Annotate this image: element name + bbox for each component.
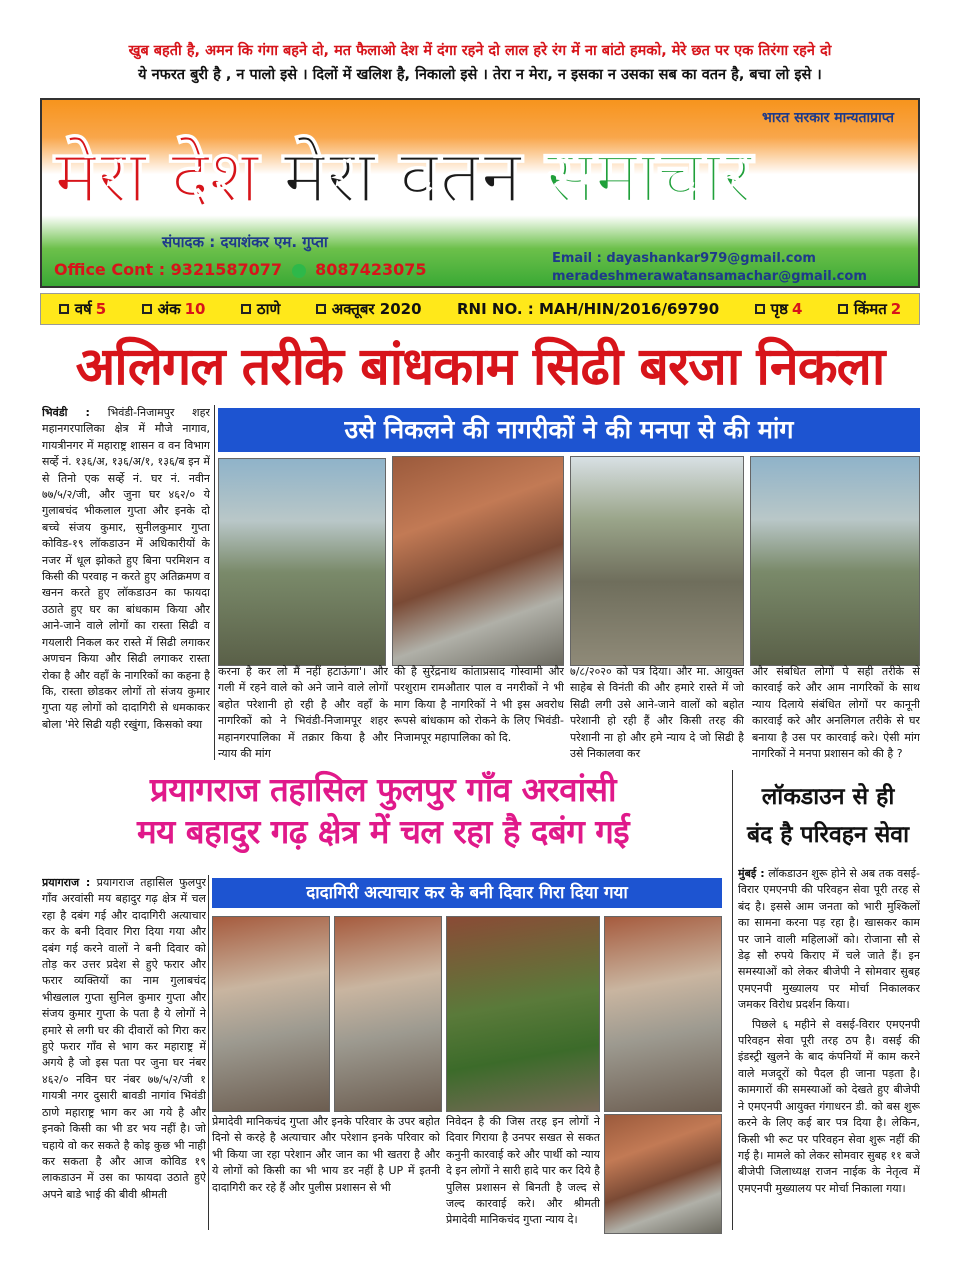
- story2-col1-text: प्रयागराज तहासिल फुलपुर गाँव अरवांसी मय बहादुर गढ़ क्षेत्र में चल रहा है दबंग गई और दादागिरी अत्याचार कर के बनी दिवार गिरा दिया गया और दबंग गई करने वालों ने बनी दिवार को तोड़ कर उत्तर प्रदेश से हुऐ फरार और फरार व्यक्तियों का नाम गुलाबचंद भीखलाल गुप्ता सुनिल कुमार गुप्ता और संजय कुमार गुप्ता के पता है ये लोगों ने हमारे से लगी घर की दीवारों को गिरा कर हुऐ फरार गाँव से भाग कर महाराष्ट्र में अगये है जो इस पता पर जुना घर नंबर ४६२/० नविन घर नंबर ७७/५/२/जी १ गायत्री नगर दुसारी बावडी नागांव भिवंडी ठाणे महाराष्ट्र भाग कर आ गये है और इनको किसी का भी डर भय नहीं है। जो चहाये वो कर सकते है कोइ कुछ भी नाही कर सकता है और आज कोविड १९ लाकडाउन में उस का फायदा उठाते हुऐ अपने बाडे भाई की बीवी श्रीमती: [42, 876, 206, 1201]
- city: ठाणे: [256, 300, 281, 318]
- issue-label: अंक: [157, 300, 181, 318]
- date-year: 2020: [379, 300, 422, 318]
- email-2: meradeshmerawatansamachar@gmail.com: [552, 269, 867, 284]
- recognition-text: भारत सरकार मान्यताप्राप्त: [762, 110, 894, 126]
- issue-info-bar: [40, 293, 920, 325]
- phone-2: 8087423075: [315, 260, 427, 279]
- story3-dateline: मुंबई :: [738, 867, 765, 880]
- checkbox-icon: [59, 304, 69, 314]
- title-part-3: समाचार: [545, 134, 752, 220]
- story3-para-1: लॉकडाउन शुरू होने से अब तक वसई-विरार एमएनपी की परिवहन सेवा पूरी तरह से बंद है। इससे आम जनता को भारी मुश्किलों का सामना करना पड़ रहा है। खासकर काम पर जाने वाली महिलाओं को। रोजाना सौ से डेढ़ सौ रुपये किराए में चले जाते हैं। इन समस्याओं को लेकर बीजेपी ने सोमवार सुबह एमएनपी मुख्यालय पर मोर्चा निकालकर जमकर विरोध प्रदर्शन किया।: [738, 867, 920, 1012]
- story1-photo-lane: [750, 456, 920, 666]
- info-rni: [457, 300, 719, 318]
- checkbox-icon: [316, 304, 326, 314]
- slogan-line-1: खुब बहती है, अमन कि गंगा बहने दो, मत फैलाओ देश में दंगा रहने दो लाल हरे रंग में ना बांटो हमको, मेरे छत पर एक तिरंगा रहने दो: [128, 43, 832, 59]
- info-date: [316, 299, 422, 319]
- column-divider: [214, 405, 215, 760]
- story2-headline-line-1: प्रयागराज तहासिल फुलपुर गाँव अरवांसी: [149, 770, 617, 809]
- column-divider: [208, 875, 209, 1230]
- story3-para-2: पिछले ६ महीने से वसई-विरार एमएनपी परिवहन सेवा पूरी तरह ठप है। वसई की इंडस्ट्री खुलने के बाद कंपनियों में काम करने वाले मजदूरों को पैदल ही जाना पड़ता है। कामगारों की समस्याओं को देखते हुए बीजेपी ने एमएनपी आयुक्त गंगाधरन डी. को बस शुरू करने के लिए कई बार पत्र दिया है। लेकिन, किसी भी रूट पर परिवहन सेवा शुरू नहीं की गई है। मामले को लेकर सोमवार सुबह ११ बजे बीजेपी जिलाध्यक्ष राजन नाईक के नेतृत्व में एमएनपी मुख्यालय पर मोर्चा निकाला गया।: [738, 1017, 920, 1195]
- story1-headline: अलिगल तरीके बांधकाम सिढी बरजा निकला: [75, 337, 885, 397]
- office-contact: [54, 260, 426, 279]
- office-label: Office Cont :: [54, 260, 166, 279]
- price-label: किंमत: [853, 300, 887, 318]
- month: अक्तूबर: [331, 300, 375, 318]
- story2-column-3: निवेदन है की जिस तरह इन लोगों ने दिवार गिराया है उनपर सखत से सकत कनुनी कारवाई करे और पार्थी को न्याय दे इन लोगों ने सारी हादे पार कर दिये है पुलिस प्रशासन से बिनती है जल्द से जल्द कारवाई करे। और श्रीमती प्रेमादेवी मानिकचंद गुप्ता न्याय दे।: [446, 1115, 600, 1227]
- editor-name: संपादक : दयाशंकर एम. गुप्ता: [162, 233, 328, 251]
- story1-photo-building: [218, 458, 386, 666]
- checkbox-icon: [755, 304, 765, 314]
- story2-column-1: [42, 875, 206, 1230]
- story2-photo-1: [212, 916, 330, 1112]
- story1-col1-text: भिवंडी-निजामपुर शहर महानगरपालिका क्षेत्र में मौजे नागाव, गायत्रीनगर में महाराष्ट्र शासन व वन विभाग सर्व्हे नं. १३६/अ, १३६/अ/१, १३६/ब इन में से तिनो एक सर्व्हे नं. घर नं. नवीन ७७/५/२/जी, और जुना घर ४६२/० ये गुलाबचंद भीकलाल गुप्ता और इनके दो बच्चे संजय कुमार, सुनीलकुमार गुप्ता कोविड-१९ लॉकडाउन में अधिकारीयों के नजर में धूल झोकते हुए बिना परमिशन व किसी की परवाह न करते हुए अतिक्रमण व खनन करते हुए लॉकडाउन का फायदा उठाते हुए घर का बांधकाम किया और आने-जाने वाले लोगों का रास्ता सिढी व गयलारी निकल कर रास्ते में सिढी लगाकर अणचन किया और सिढी लगाकर रास्ता रोका है और वहाँ के नागरिकों का कहना है कि, रास्ता छोडकर लोगों तो संजय कुमार गुप्ता यह लोगों को दादागिरी से धमकाकर बोला 'मेरे सिढी यही रखुंगा, किसको क्या: [42, 406, 210, 731]
- newspaper-title: [54, 122, 914, 232]
- info-city: [241, 299, 280, 319]
- story1-column-3: की है सुरेंद्रनाथ कांताप्रसाद गोस्वामी और परशुराम रामऔतार पाल व नगरीकों ने भी माग किया है नागरिकों ने भी इस अवरोध रूपसे बांधकाम को रोकने के लिए भिवंडी-निजामपूर महापालिका को दि.: [394, 665, 564, 744]
- issue-value: 10: [184, 300, 206, 318]
- info-price: [838, 299, 901, 319]
- story1-column-2: करना है कर लो मैं नहीं हटाऊंगा'। और गली में रहने वाले को अने जाने वाले लोगों बहोत परेशानी हो रही है और वहाँ के नागरिकों को ने भिवंडी-निजामपूर शहर महानगरपालिका में तक्रार किया है और न्याय की मांग: [218, 665, 388, 760]
- story2-photo-2: [334, 916, 442, 1112]
- email-1: Email : dayashankar979@gmail.com: [552, 251, 816, 266]
- masthead: [40, 98, 920, 288]
- story2-headline-line-2: मय बहादुर गढ़ क्षेत्र में चल रहा है दबंग गई: [136, 812, 630, 851]
- story2-photo-5: [604, 1114, 722, 1234]
- story1-photo-stairs: [392, 456, 564, 666]
- story1-photo-alley: [570, 456, 744, 666]
- story1-dateline: भिवंडी :: [42, 406, 90, 419]
- info-issue: [142, 299, 206, 319]
- page-value: 4: [791, 300, 803, 318]
- info-year: [59, 299, 106, 319]
- email-block: [552, 250, 867, 286]
- story2-dateline: प्रयागराज :: [42, 876, 91, 889]
- story2-photo-4: [604, 916, 722, 1112]
- story1-column-1: [42, 405, 210, 760]
- title-part-2: मेरा वतन: [282, 134, 521, 220]
- info-page: [755, 299, 803, 319]
- checkbox-icon: [838, 304, 848, 314]
- slogan-line-2: ये नफरत बुरी है , न पालो इसे । दिलों में खलिश है, निकालो इसे । तेरा न मेरा, न इसका न उसका सब का वतन है, बचा लो इसे ।: [138, 67, 822, 83]
- story3-body: [738, 866, 920, 1236]
- whatsapp-icon: [292, 264, 306, 278]
- title-part-1: मेरा देश: [54, 134, 259, 220]
- story2-column-2: प्रेमादेवी मानिकचंद गुप्ता और इनके परिवार के उपर बहोत दिनो से करहे है अत्याचार और परेशान इनके परिवार को भी किया जा रहा परेशान और जान का भी खतरा है और ये लोगों को किसी का भी भाय डर नहीं है UP में इतनी दादागिरी कर रहे हैं और पुलीस प्रशासन से भी: [212, 1115, 440, 1194]
- year-value: 5: [95, 300, 107, 318]
- checkbox-icon: [241, 304, 251, 314]
- story2-subheadline: दादागिरी अत्याचार कर के बनी दिवार गिरा दिया गया: [212, 878, 722, 908]
- year-label: वर्ष: [74, 300, 92, 318]
- story3-headline-line-2: बंद है परिवहन सेवा: [746, 822, 910, 848]
- story1-column-5: और संबधित लोगों पे सही तरीके से कारवाई करे और आम नागरिकों के साथ न्याय दिलाये संबंधित लोगों पर कानूनी कारवाई करे और अनलिगल तरीके से घर बनाया है उस पर कारवाई करे। ऐसी मांग नागरिकों ने मनपा प्रशासन को की है ?: [752, 665, 920, 760]
- page-label: पृष्ठ: [770, 300, 788, 318]
- story1-column-4: ७/८/२०२० को पत्र दिया। और मा. आयुक्त साहेब से विनंती की और हमारे रास्ते में जो सिढी लगी उसे आने-जाने वालों को बहोत परेशानी हो रही हैं और किसी तरह की परेशानी ना हो और हमे न्याय दे जो सिढी है उसे निकालवा कर: [570, 665, 744, 760]
- story2-photo-3: [446, 916, 600, 1112]
- checkbox-icon: [142, 304, 152, 314]
- column-divider: [732, 770, 733, 1230]
- phone-1: 9321587077: [170, 260, 282, 279]
- price-value: 2: [890, 300, 902, 318]
- rni-number: RNI NO. : MAH/HIN/2016/69790: [456, 300, 720, 318]
- story3-headline-line-1: लॉकडाउन से ही: [761, 784, 895, 810]
- story1-subheadline: उसे निकलने की नागरीकों ने की मनपा से की मांग: [218, 408, 920, 452]
